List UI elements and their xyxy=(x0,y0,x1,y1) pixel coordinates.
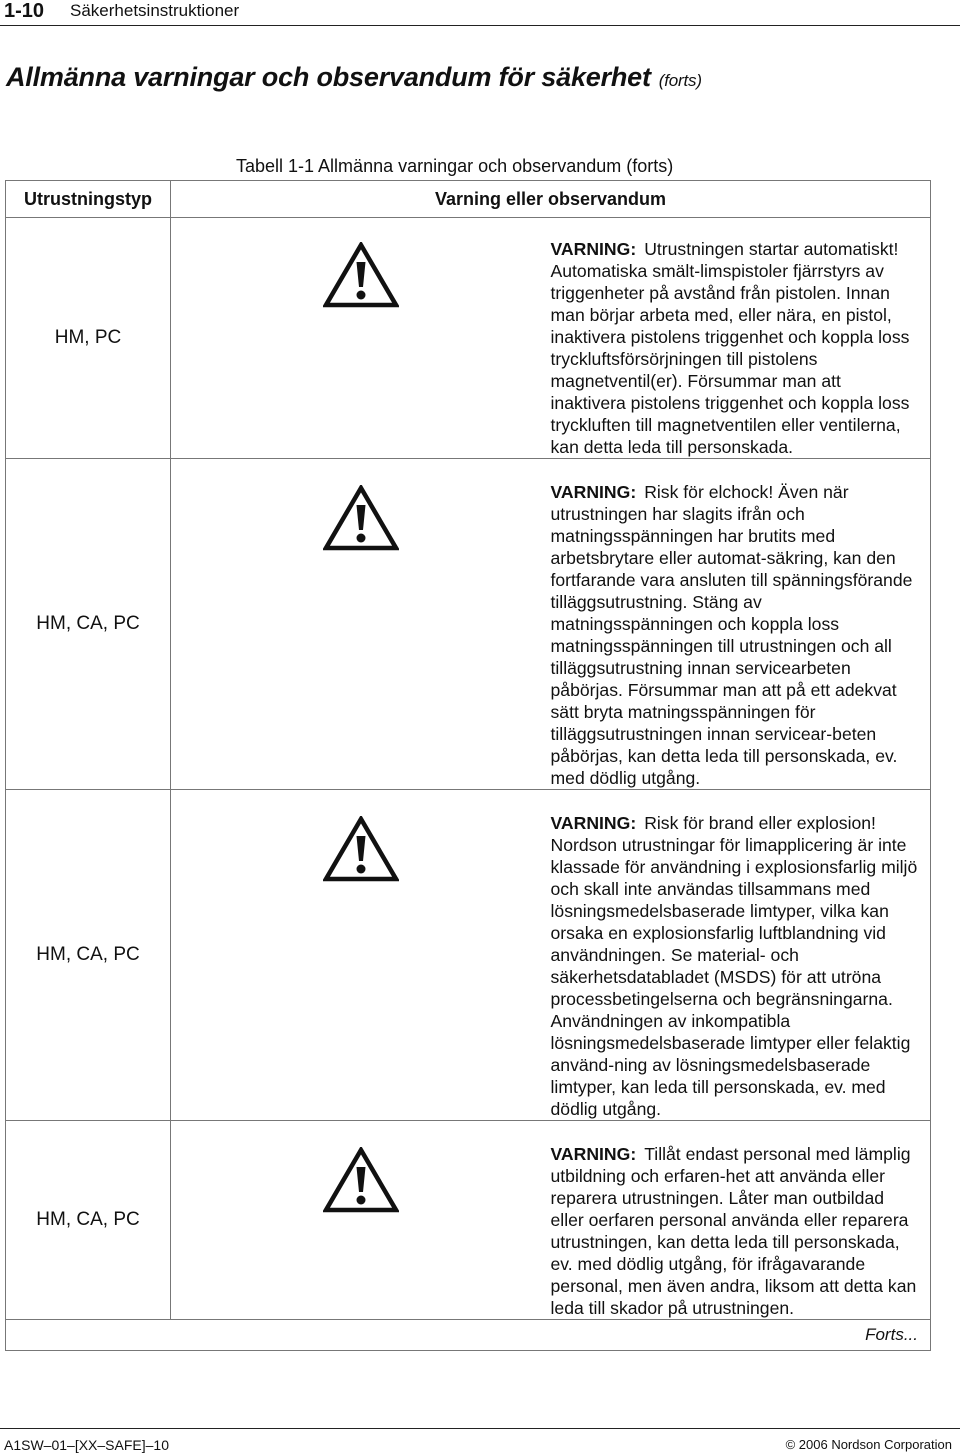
footer-rule xyxy=(0,1428,960,1429)
warning-text: Utrustningen startar automatiskt! Automatiska smält-limspistoler fjärrstyrs av triggenheter på avstånd från pistolen. Innan man börjar arbeta med, eller nära, en pistol, inaktivera pistolens triggenhet och koppla loss tryckluftsförsörjningen till pistolens magnetventil(er). Försummar man att inaktivera pistolens triggenhet och koppla loss tryckluften till magnetventilen eller ventilerna, kan detta leda till personskada. xyxy=(550,239,910,457)
warning-icon-cell xyxy=(171,459,551,790)
page-title-sub: (forts) xyxy=(658,71,702,90)
document-id: A1SW–01–[XX–SAFE]–10 xyxy=(4,1437,169,1453)
warning-icon-cell xyxy=(171,1121,551,1320)
page-number: 1-10 xyxy=(4,0,45,22)
warning-text: Risk för brand eller explosion! Nordson utrustningar för limapplicering är inte klassade för användning i explosionsfarlig miljö och skall inte användas tillsammans med lösningsmedelsbaserade limtyper, vilka kan orsaka en explosionsfarlig luftblandning vid användningen. Se material- och säkerhetsdatabladet (MSDS) för att utröna processbetingelserna och begränsningarna. Användningen av inkompatibla lösningsmedelsbaserade limtyper eller felaktig använd-ning av lösningsmedelsbaserade limtyper, kan leda till personskada, ev. med dödlig utgång. xyxy=(550,813,918,1119)
warning-message-cell xyxy=(551,790,931,1121)
table-caption: Tabell 1-1 Allmänna varningar och observandum (forts) xyxy=(236,156,674,176)
warning-triangle-icon xyxy=(323,485,399,551)
table-header-row xyxy=(6,181,931,218)
section-title: Säkerhetsinstruktioner xyxy=(70,1,240,20)
equipment-type-cell: HM, CA, PC xyxy=(6,790,171,1121)
table-row xyxy=(6,218,931,459)
page-header xyxy=(0,0,960,26)
warning-message-cell xyxy=(551,1121,931,1320)
page-title xyxy=(6,62,702,93)
warning-triangle-icon xyxy=(323,1147,399,1213)
table-row xyxy=(6,459,931,790)
warning-message-cell xyxy=(551,459,931,790)
page-title-main: Allmänna varningar och observandum för säkerhet xyxy=(6,62,651,92)
warning-label: VARNING: xyxy=(550,482,637,502)
column-header-type: Utrustningstyp xyxy=(6,181,171,218)
warning-text: Risk för elchock! Även när utrustningen har slagits ifrån och matningsspänningen har brutits med arbetsbrytare eller automat-säkring, kan den fortfarande vara ansluten till spänningsförande tilläggsutrustning. Stäng av matningsspänningen och koppla loss matningsspänningen till utrustningen och all tilläggsutrustning innan servicearbeten påbörjas. Försummar man att på ett adekvat sätt bryta matningsspänningen för tilläggsutrustningen innan servicear-beten påbörjas, kan detta leda till personskada, ev. med dödlig utgång. xyxy=(550,482,913,788)
equipment-type-cell: HM, PC xyxy=(6,218,171,459)
warning-icon-cell xyxy=(171,218,551,459)
continued-label: Forts... xyxy=(6,1320,931,1351)
table-row xyxy=(6,790,931,1121)
column-header-warning: Varning eller observandum xyxy=(171,181,931,218)
equipment-type-cell: HM, CA, PC xyxy=(6,459,171,790)
page-footer xyxy=(0,1424,960,1455)
warning-triangle-icon xyxy=(323,816,399,882)
warnings-table xyxy=(5,180,931,1351)
warning-label: VARNING: xyxy=(550,239,637,259)
warning-label: VARNING: xyxy=(550,813,637,833)
header-rule xyxy=(0,25,960,26)
table-continued-row xyxy=(6,1320,931,1351)
warning-triangle-icon xyxy=(323,242,399,308)
warning-label: VARNING: xyxy=(550,1144,637,1164)
equipment-type-cell: HM, CA, PC xyxy=(6,1121,171,1320)
warning-text: Tillåt endast personal med lämplig utbildning och erfaren-het att använda eller reparera utrustningen. Låter man outbildad eller oerfaren personal använda eller reparera utrustningen, kan detta leda till personskada, ev. med dödlig utgång, för ifrågavarande personal, men även andra, liksom att detta kan leda till skador på utrustningen. xyxy=(550,1144,917,1318)
copyright: © 2006 Nordson Corporation xyxy=(785,1437,952,1452)
table-row xyxy=(6,1121,931,1320)
warning-message-cell xyxy=(551,218,931,459)
warning-icon-cell xyxy=(171,790,551,1121)
